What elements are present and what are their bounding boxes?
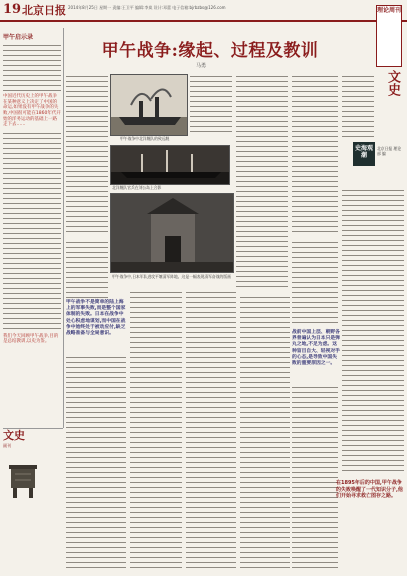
section-title: 文史 — [3, 429, 25, 442]
caption-photo-2: 北洋舰队官兵在刘公岛上合影 — [112, 185, 162, 190]
column-4-text — [236, 74, 288, 289]
section-label: 文史 — [385, 70, 400, 96]
column-2-lower-text — [66, 240, 108, 300]
column-5-bottom-text — [292, 385, 338, 570]
column-3-top-text — [190, 74, 232, 136]
column-2-bottom-text — [66, 355, 126, 570]
promo-text: 在1895年后的中国,甲午战争的失败唤醒了一代知识分子,他们开始寻求救亡图存之路。 — [336, 480, 403, 499]
column-center-body-3 — [240, 295, 290, 570]
photo-fleet — [110, 145, 230, 185]
left-column-heading: 甲午启示录 — [3, 34, 34, 41]
fleet-illustration — [111, 146, 230, 185]
column-logo — [353, 140, 403, 180]
photo-battle — [110, 193, 234, 273]
left-column-text — [3, 43, 61, 91]
left-column-pull: 我们今天回顾甲午战争,目的是总结教训,以史为鉴。 — [3, 333, 59, 345]
left-column-body — [3, 131, 61, 331]
warship-illustration — [111, 75, 188, 136]
byline: 马勇 — [196, 63, 207, 69]
left-column — [3, 28, 61, 420]
logo-box: 史海观潮 — [353, 142, 375, 166]
pull-quote-center: 甲午战争不是简单的陆上海上的军事失败,而是整个国家体制的失败。日本在战争中处心积虑地谋划,而中国在战争中始终处于被动应付,缺乏战略准备与全局意识。 — [66, 300, 126, 337]
section-emblem — [3, 430, 63, 570]
column-6-top-text — [342, 74, 374, 138]
logo-author: 北京日报 理论部 编 — [377, 146, 401, 157]
column-2-text — [66, 74, 108, 234]
photo-warship — [110, 74, 188, 136]
section-subtitle: 副刊 — [3, 443, 11, 449]
column-5-text — [292, 74, 338, 234]
masthead: 北京日报 — [22, 4, 66, 17]
caption-photo-3: 甲午战争中,日本军队进攻平壤清军阵地。这是一幅表现清军奋战的版画 — [112, 274, 231, 279]
caption-photo-1: 甲午战争中北洋舰队的致远舰 — [120, 136, 170, 141]
column-center-body-2 — [186, 290, 236, 570]
column-divider — [63, 28, 64, 428]
badge-title: 理论周刊 — [377, 7, 402, 14]
left-column-lead: 中国近代历史上的甲午战争在某种意义上决定了中国的命运,如果没有甲午战争的失败,中国很可能在1860年代开始的洋务运动的基础上一路走下去…… — [3, 94, 61, 128]
pull-quote-right: 战前中国上层、朝野各界普遍认为日本只是弹丸之地,不足为虑。这种盲目自大、轻视对手的心态,是导致中国失败的重要原因之一。 — [292, 330, 340, 367]
column-6-text — [342, 188, 404, 473]
column-center-body — [130, 290, 182, 570]
dateline: 2014年8月25日 星期一 责编:王卫平 编辑:李岚 设计:邓蕾 电子信箱:bjrbzbs@126.com — [68, 5, 226, 10]
headline: 甲午战争:缘起、过程及教训 — [101, 41, 319, 61]
battle-illustration — [111, 194, 234, 273]
section-divider — [3, 428, 63, 429]
page-header — [0, 0, 407, 22]
column-badge — [376, 5, 402, 67]
bronze-vessel-icon — [7, 460, 39, 500]
page-number: 19 — [3, 2, 22, 17]
column-5-mid-text — [292, 240, 338, 325]
